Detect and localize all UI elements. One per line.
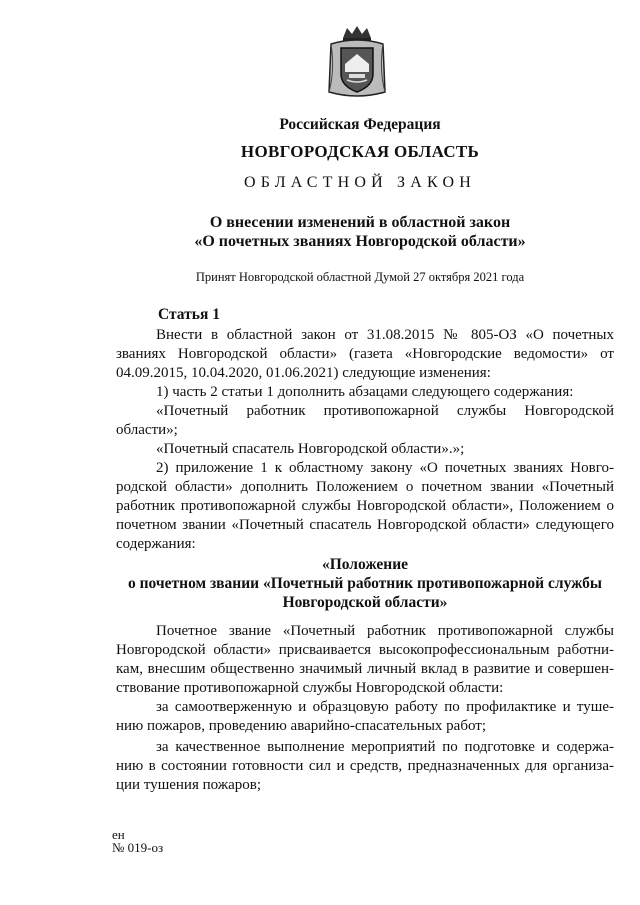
law-type-heading: ОБЛАСТНОЙ ЗАКОН bbox=[243, 174, 476, 191]
law-title bbox=[0, 213, 640, 251]
text-line: почетном звании «Почетный спасатель Новгородской области» следующего bbox=[116, 517, 614, 533]
region-heading: НОВГОРОДСКАЯ ОБЛАСТЬ bbox=[240, 142, 480, 161]
regulation-heading-line: «Положение bbox=[321, 556, 409, 573]
regulation-body bbox=[116, 738, 614, 795]
law-title-line: О внесении изменений в областной закон bbox=[209, 214, 511, 231]
regulation-body bbox=[116, 622, 614, 698]
regulation-body bbox=[116, 698, 614, 736]
text-line: ствование противопожарной службы Новгородской области: bbox=[116, 680, 504, 696]
text-line: работник противопожарной службы Новгородской области», Положением о bbox=[116, 498, 614, 514]
text-line: 04.09.2015, 10.04.2020, 01.06.2021) следующие изменения: bbox=[116, 365, 491, 381]
article-heading: Статья 1 bbox=[158, 306, 220, 323]
text-line: 1) часть 2 статьи 1 дополнить абзацами следующего содержания: bbox=[156, 384, 574, 400]
text-line: Почетное звание «Почетный работник противопожарной службы bbox=[156, 623, 614, 639]
text-line: нию пожаров, проведению аварийно-спасательных работ; bbox=[116, 718, 486, 734]
regulation-heading-line: о почетном звании «Почетный работник противопожарной службы bbox=[128, 575, 602, 592]
document-number: № 019-оз bbox=[112, 840, 164, 855]
article-body bbox=[116, 326, 614, 554]
regulation-heading-line: Новгородской области» bbox=[282, 594, 448, 611]
text-line: кам, внесшим общественно значимый личный вклад в развитие и совершен- bbox=[116, 661, 614, 677]
text-line: «Почетный работник противопожарной службы Новгородской bbox=[156, 403, 614, 419]
text-line: области»; bbox=[116, 422, 178, 438]
federation-heading: Российская Федерация bbox=[279, 116, 441, 133]
text-line: нию в состоянии готовности сил и средств, предназначенных для организа- bbox=[116, 758, 614, 774]
document-footer bbox=[112, 828, 163, 854]
law-title-line: «О почетных званиях Новгородской области» bbox=[194, 233, 526, 250]
text-line: за качественное выполнение мероприятий по подготовке и содержа- bbox=[156, 739, 614, 755]
text-line: родской области» дополнить Положением о почетном звании «Почетный bbox=[116, 479, 614, 495]
coat-of-arms-icon bbox=[325, 24, 389, 100]
text-line: содержания: bbox=[116, 536, 196, 552]
text-line: Внести в областной закон от 31.08.2015 № 805-ОЗ «О почетных bbox=[156, 327, 614, 343]
text-line: за самоотверженную и образцовую работу по профилактике и туше- bbox=[156, 699, 614, 715]
text-line: званиях Новгородской области» (газета «Новгородские ведомости» от bbox=[116, 346, 614, 362]
text-line: 2) приложение 1 к областному закону «О почетных званиях Новго- bbox=[156, 460, 614, 476]
adoption-note: Принят Новгородской областной Думой 27 октября 2021 года bbox=[195, 270, 525, 284]
text-line: Новгородской области» присваивается высокопрофессиональным работни- bbox=[116, 642, 614, 658]
text-line: ции тушения пожаров; bbox=[116, 777, 262, 793]
executor-initials: ен bbox=[112, 827, 125, 842]
regulation-heading bbox=[116, 555, 614, 612]
text-line: «Почетный спасатель Новгородской области».»; bbox=[156, 441, 465, 457]
